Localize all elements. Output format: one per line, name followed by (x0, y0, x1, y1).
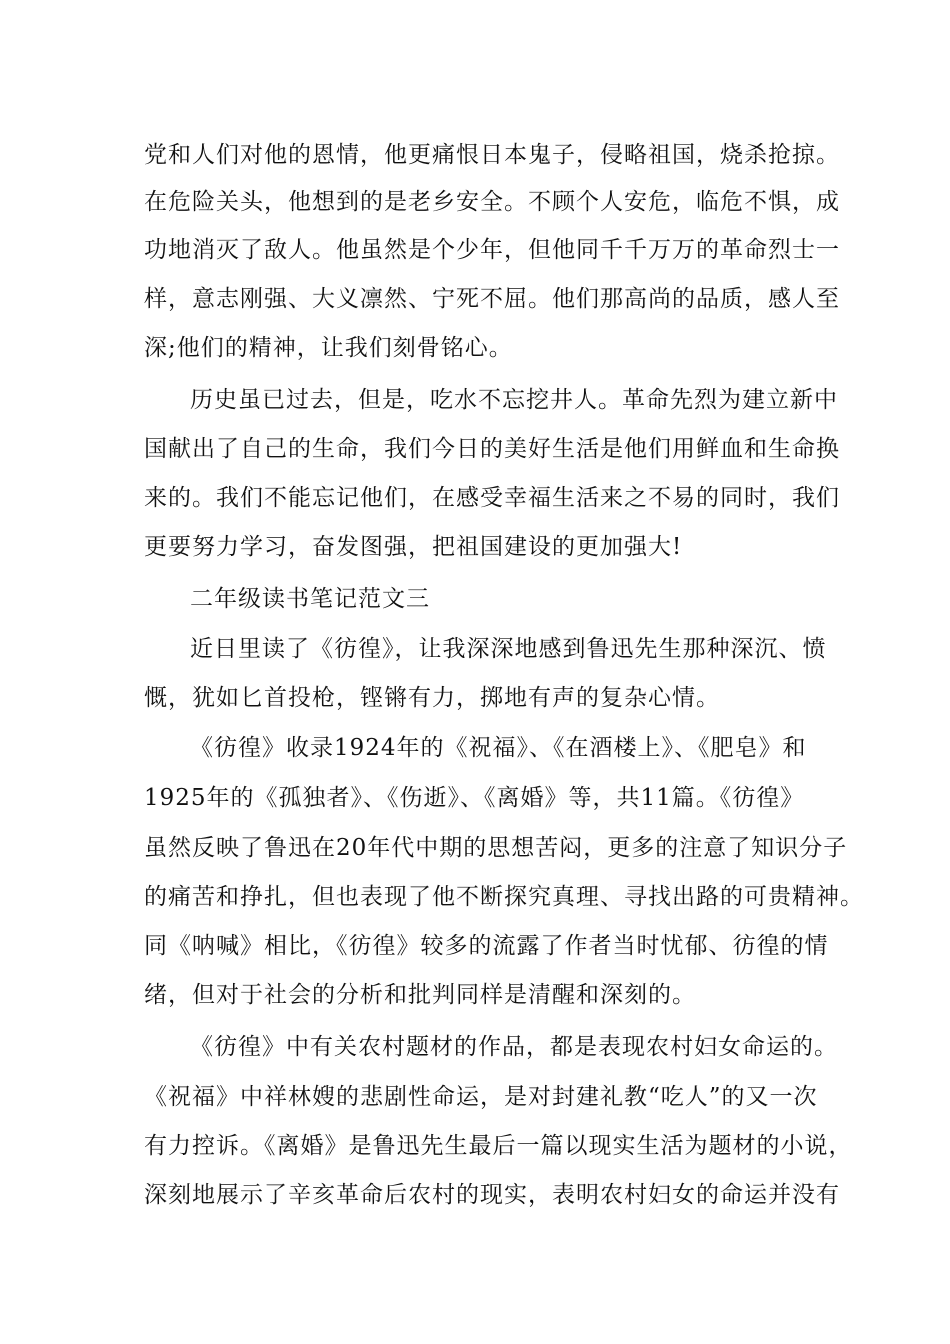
paragraph-5-line-2: 《祝福》中祥林嫂的悲剧性命运，是对封建礼教“吃人”的又一次 (144, 1084, 818, 1110)
paragraph-1-line-2: 在危险关头，他想到的是老乡安全。不顾个人安危，临危不惧，成 (144, 189, 840, 215)
paragraph-4-line-3: 虽然反映了鲁迅在20年代中期的思想苦闷，更多的注意了知识分子 (144, 835, 848, 861)
paragraph-3-line-1: 近日里读了《彷徨》，让我深深地感到鲁迅先生那种深沉、愤 (190, 636, 827, 662)
paragraph-1-line-4: 样，意志刚强、大义凛然、宁死不屈。他们那高尚的品质，感人至 (144, 286, 840, 312)
paragraph-1-line-3: 功地消灭了敌人。他虽然是个少年，但他同千千万万的革命烈士一 (144, 237, 840, 263)
paragraph-2-line-4: 更要努力学习，奋发图强，把祖国建设的更加强大! (144, 534, 683, 560)
paragraph-4-line-6: 绪，但对于社会的分析和批判同样是清醒和深刻的。 (144, 982, 696, 1008)
paragraph-4-line-1: 《彷徨》收录1924年的《祝福》、《在酒楼上》、《肥皂》和 (190, 735, 807, 761)
paragraph-4-line-2: 1925年的《孤独者》、《伤逝》、《离婚》等，共11篇。《彷徨》 (144, 785, 805, 811)
paragraph-2-line-1: 历史虽已过去，但是，吃水不忘挖井人。革命先烈为建立新中 (190, 387, 838, 413)
paragraph-2-line-2: 国献出了自己的生命，我们今日的美好生活是他们用鲜血和生命换 (144, 436, 840, 462)
paragraph-1-line-5: 深;他们的精神，让我们刻骨铭心。 (144, 335, 513, 361)
paragraph-3-line-2: 慨，犹如匕首投枪，铿锵有力，掷地有声的复杂心情。 (144, 685, 720, 711)
paragraph-2-line-3: 来的。我们不能忘记他们，在感受幸福生活来之不易的同时，我们 (144, 485, 840, 511)
paragraph-4-line-5: 同《呐喊》相比，《彷徨》较多的流露了作者当时忧郁、彷徨的情 (144, 933, 829, 959)
section-heading: 二年级读书笔记范文三 (190, 586, 430, 612)
paragraph-5-line-1: 《彷徨》中有关农村题材的作品，都是表现农村妇女命运的。 (190, 1034, 838, 1060)
paragraph-5-line-4: 深刻地展示了辛亥革命后农村的现实，表明农村妇女的命运并没有 (144, 1182, 840, 1208)
paragraph-1-line-1: 党和人们对他的恩情，他更痛恨日本鬼子，侵略祖国，烧杀抢掠。 (144, 142, 840, 168)
paragraph-4-line-4: 的痛苦和挣扎，但也表现了他不断探究真理、寻找出路的可贵精神。 (144, 884, 864, 910)
paragraph-5-line-3: 有力控诉。《离婚》是鲁迅先生最后一篇以现实生活为题材的小说， (144, 1133, 853, 1159)
